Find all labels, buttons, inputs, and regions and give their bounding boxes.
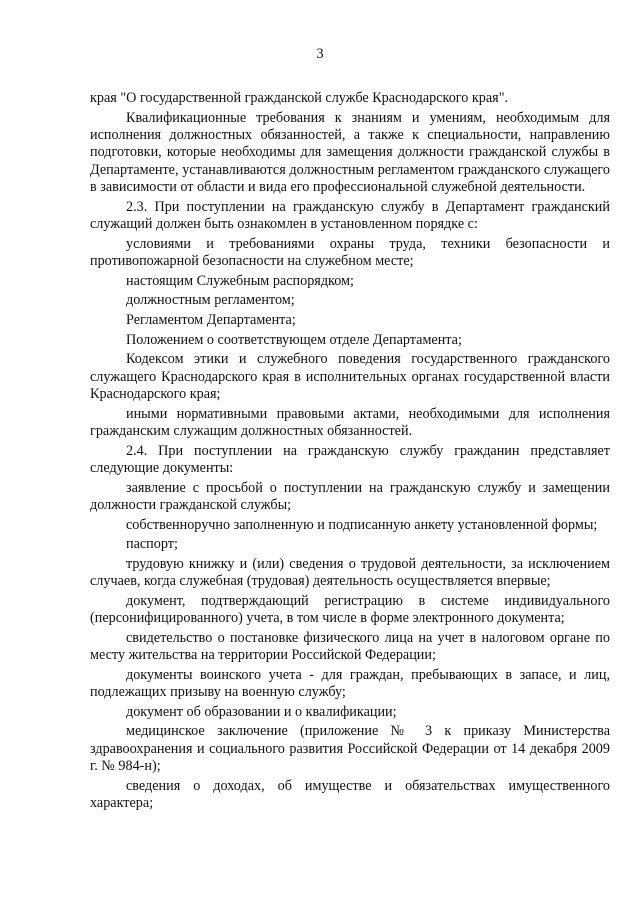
list-item: иными нормативными правовыми актами, необходимыми для исполнения гражданским служащим должностных обязанностей. bbox=[90, 405, 610, 439]
paragraph: Квалификационные требования к знаниям и умениям, необходимым для исполнения должностных обязанностей, а также к специальности, направлению подготовки, которые необходимы для замещения должности гражданской службы в Департаменте, устанавливаются должностным регламентом гражданского служащего в зависимости от области и вида его профессиональной служебной деятельности. bbox=[90, 109, 610, 196]
list-item: Регламентом Департамента; bbox=[126, 312, 296, 328]
list-item: условиями и требованиями охраны труда, техники безопасности и противопожарной безопасности на служебном месте; bbox=[90, 235, 610, 270]
list-item: сведения о доходах, об имуществе и обязательствах имущественного характера; bbox=[90, 777, 610, 812]
paragraph: 2.3. При поступлении на гражданскую службу в Департамент гражданский служащий должен быть ознакомлен в установленном порядке с: bbox=[90, 198, 610, 233]
page-number: 3 bbox=[316, 46, 324, 62]
list-item: документ об образовании и о квалификации; bbox=[126, 703, 397, 720]
list-item: Положением о соответствующем отделе Департамента; bbox=[126, 331, 462, 348]
document-body bbox=[90, 90, 610, 815]
list-item: документы воинского учета - для граждан, пребывающих в запасе, и лиц, подлежащих призыву на военную службу; bbox=[90, 666, 610, 701]
list-item: заявление с просьбой о поступлении на гражданскую службу и замещении должности гражданской службы; bbox=[90, 479, 610, 513]
paragraph: края "О государственной гражданской службе Краснодарского края". bbox=[90, 90, 509, 106]
list-item: трудовую книжку и (или) сведения о трудовой деятельности, за исключением случаев, когда служебная (трудовая) деятельность осуществляется впервые; bbox=[90, 555, 610, 590]
paragraph: 2.4. При поступлении на гражданскую службу гражданин представляет следующие документы: bbox=[90, 442, 610, 476]
list-item: документ, подтверждающий регистрацию в системе индивидуального (персонифицированного) учета, в том числе в форме электронного документа; bbox=[90, 592, 610, 627]
list-item: собственноручно заполненную и подписанную анкету установленной формы; bbox=[126, 516, 598, 533]
list-item: свидетельство о постановке физического лица на учет в налоговом органе по месту жительства на территории Российской Федерации; bbox=[90, 629, 610, 664]
list-item: должностным регламентом; bbox=[126, 292, 295, 309]
list-item: паспорт; bbox=[126, 536, 178, 553]
list-item: настоящим Служебным распорядком; bbox=[126, 272, 354, 289]
list-item: Кодексом этики и служебного поведения государственного гражданского служащего Краснодарского края в исполнительных органах государственной власти Краснодарского края; bbox=[90, 351, 610, 402]
list-item: медицинское заключение (приложение № 3 к приказу Министерства здравоохранения и социального развития Российской Федерации от 14 декабря 2009 г. № 984-н); bbox=[90, 723, 610, 775]
